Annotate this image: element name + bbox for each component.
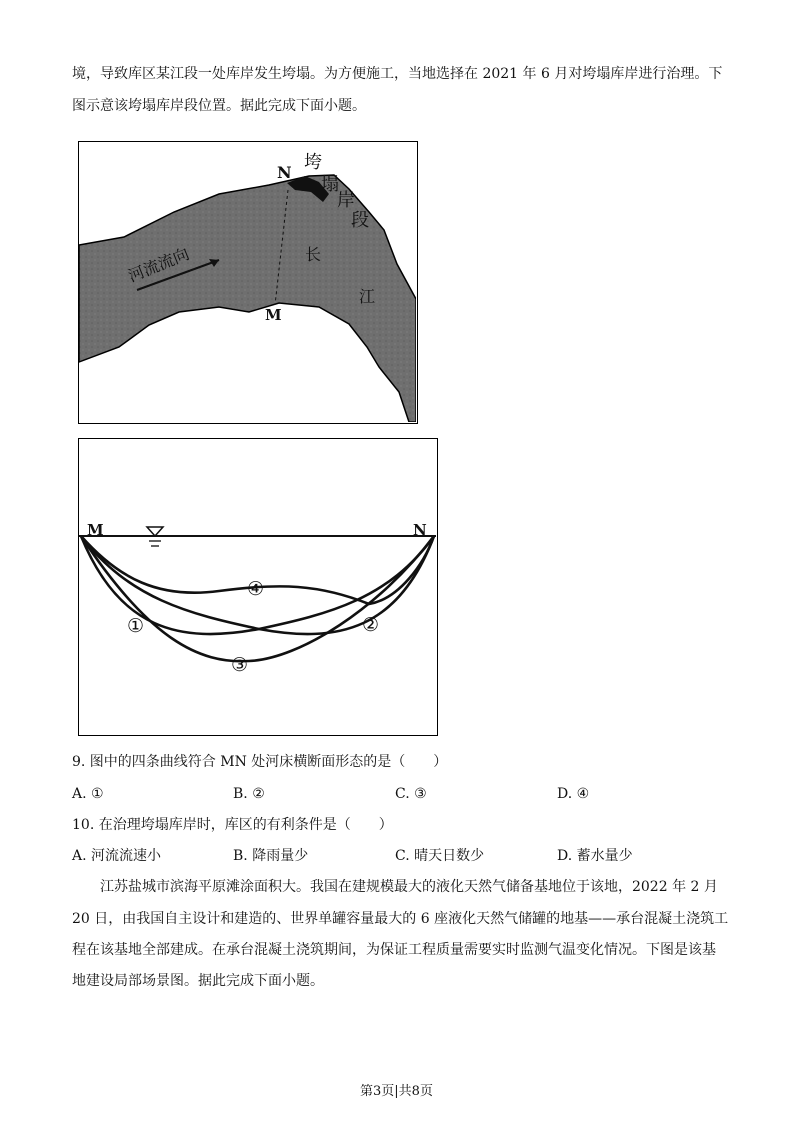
curve-label-1: ①: [127, 615, 145, 637]
collapse-char-1: 垮: [304, 152, 322, 173]
intro-line-1: 境，导致库区某江段一处库岸发生垮塌。为方便施工，当地选择在 2021 年 6 月对垮塌库岸进行治理。下: [72, 66, 723, 82]
q9-option-c[interactable]: C. ③: [395, 786, 427, 802]
passage-line-2: 20 日，由我国自主设计和建造的、世界单罐容量最大的 6 座液化天然气储罐的地基——承台混凝土浇筑工: [72, 911, 729, 927]
q9-option-b[interactable]: B. ②: [233, 786, 265, 802]
q10-option-b[interactable]: B. 降雨量少: [233, 848, 309, 864]
page-footer: 第3页|共8页: [360, 1084, 433, 1099]
collapse-char-2: 塌: [321, 174, 339, 195]
flow-text: 河流流向: [125, 244, 192, 286]
passage-line-1: 江苏盐城市滨海平原滩涂面积大。我国在建规模最大的液化天然气储备基地位于该地，2022 年 2 月: [100, 879, 718, 895]
passage-line-3: 程在该基地全部建成。在承台混凝土浇筑期间，为保证工程质量需要实时监测气温变化情况。下图是该基: [72, 942, 716, 958]
map-label-m: M: [265, 306, 282, 324]
curve-label-2: ②: [362, 614, 380, 636]
section-label-m: M: [87, 521, 104, 539]
passage-line-4: 地建设局部场景图。据此完成下面小题。: [72, 973, 324, 989]
river-char-1: 长: [305, 245, 322, 264]
river-map-svg: [79, 142, 416, 422]
map-label-n: N: [277, 163, 292, 182]
q10-option-c[interactable]: C. 晴天日数少: [395, 848, 485, 864]
section-label-n: N: [413, 521, 427, 539]
cross-section-svg: [79, 439, 436, 734]
curve-label-4: ④: [247, 578, 265, 600]
river-char-2: 江: [359, 287, 376, 306]
water-level-symbol: [147, 527, 163, 536]
q9-option-d[interactable]: D. ④: [557, 786, 590, 802]
q10-option-a[interactable]: A. 河流流速小: [72, 848, 162, 864]
collapse-char-3: 岸: [337, 190, 355, 211]
intro-line-2: 图示意该垮塌库岸段位置。据此完成下面小题。: [72, 98, 366, 114]
q10-option-d[interactable]: D. 蓄水量少: [557, 848, 633, 864]
curve-label-3: ③: [231, 654, 249, 676]
cross-section-figure: [78, 438, 438, 736]
q9-option-a[interactable]: A. ①: [72, 786, 104, 802]
q9-stem: 9. 图中的四条曲线符合 MN 处河床横断面形态的是（ ）: [72, 754, 448, 770]
q10-stem: 10. 在治理垮塌库岸时，库区的有利条件是（ ）: [72, 817, 393, 833]
collapse-char-4: 段: [351, 210, 369, 231]
river-map-figure: [78, 141, 418, 424]
